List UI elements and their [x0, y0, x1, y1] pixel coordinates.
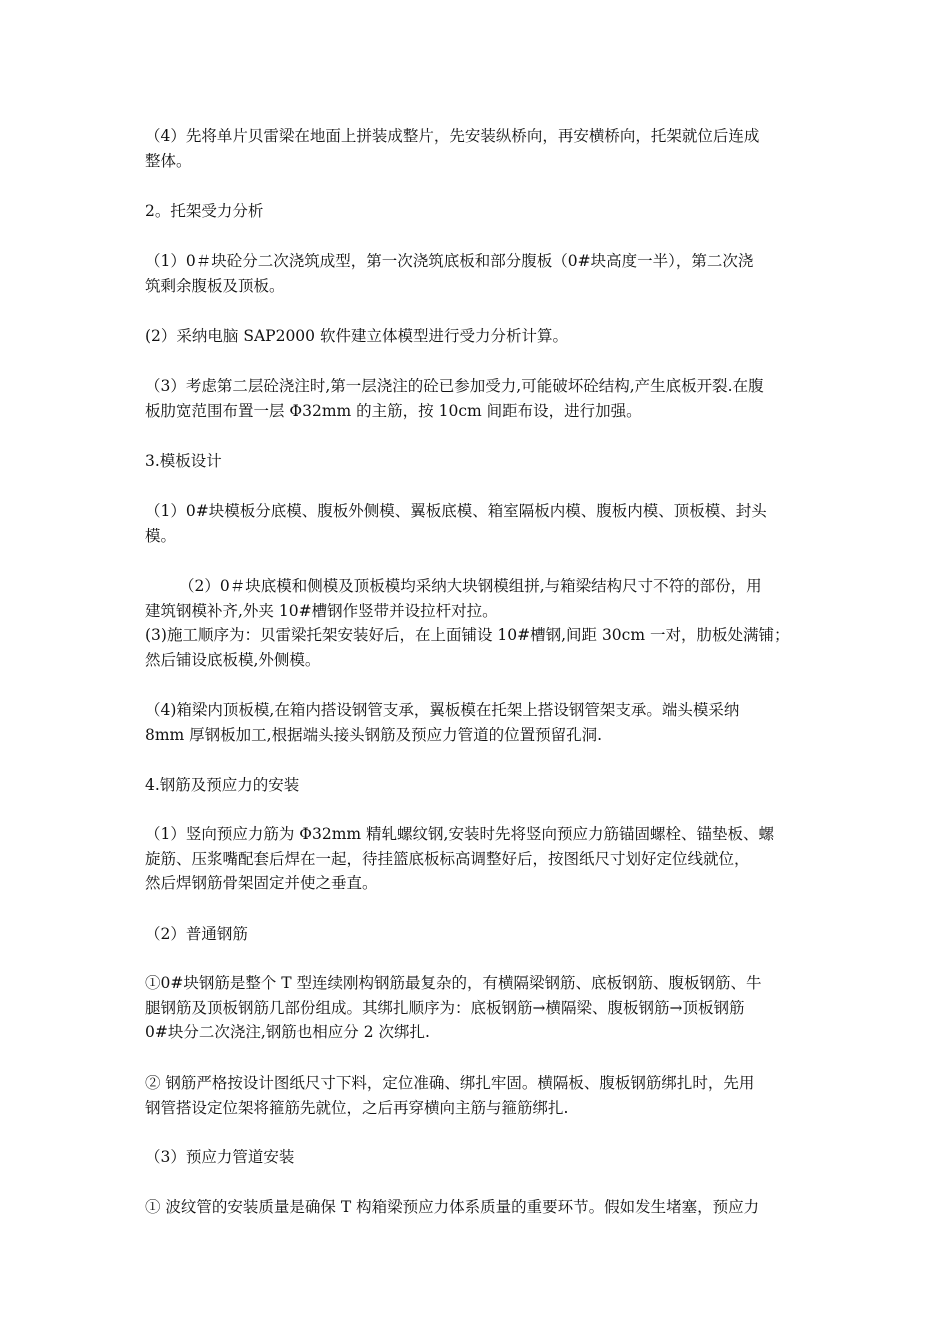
text-line: 板肋宽范围布置一层 Φ32mm 的主筋，按 10cm 间距布设，进行加强。	[145, 401, 642, 420]
text-line: 2。托架受力分析	[145, 202, 264, 220]
paragraph-rebar-composition	[145, 971, 813, 1045]
text-line: 整体。	[145, 151, 192, 170]
text-line: 8mm 厚钢板加工,根据端头接头钢筋及预应力管道的位置预留孔洞.	[145, 725, 603, 744]
text-line: ② 钢筋严格按设计图纸尺寸下料，定位准确、绑扎牢固。横隔板、腹板钢筋绑扎时，先用	[145, 1074, 755, 1092]
text-line: （1）0#块模板分底模、腹板外侧模、翼板底模、箱室隔板内模、腹板内模、顶板模、封头	[145, 502, 767, 520]
text-line: 旋筋、压浆嘴配套后焊在一起，待挂篮底板标高调整好后，按图纸尺寸划好定位线就位，	[145, 849, 750, 868]
paragraph-corrugated-pipe	[145, 1195, 813, 1220]
text-line: 4.钢筋及预应力的安装	[145, 776, 300, 794]
paragraph-construction-sequence	[145, 623, 813, 672]
paragraph-inner-roof-formwork	[145, 698, 813, 747]
text-line: 3.模板设计	[145, 452, 222, 470]
text-line: 然后焊钢筋骨架固定并使之垂直。	[145, 874, 378, 892]
text-line: （3）考虑第二层砼浇注时,第一层浇注的砼已参加受力,可能破坏砼结构,产生底板开裂.在腹	[145, 377, 764, 395]
text-line: 0#块分二次浇注,钢筋也相应分 2 次绑扎.	[145, 1023, 430, 1041]
text-line: (2）采纳电脑 SAP2000 软件建立体模型进行受力分析计算。	[145, 327, 568, 345]
text-line: （2）0＃块底模和侧模及顶板模均采纳大块钢模组拼,与箱梁结构尺寸不符的部份，用	[179, 577, 762, 595]
heading-formwork-design	[145, 449, 813, 474]
text-line: （4)箱梁内顶板模,在箱内搭设钢管支承，翼板模在托架上搭设钢管架支承。端头模采纳	[145, 701, 740, 719]
text-line: （1）竖向预应力筋为 Φ32mm 精轧螺纹钢,安装时先将竖向预应力筋锚固螺栓、锚垫板、螺	[145, 825, 774, 843]
paragraph-steel-formwork	[145, 574, 813, 623]
text-line: 模。	[145, 526, 177, 545]
text-line: 然后铺设底板模,外侧模。	[145, 650, 321, 669]
text-line: （1）0＃块砼分二次浇筑成型，第一次浇筑底板和部分腹板（0#块高度一半），第二次浇	[145, 252, 754, 270]
heading-bracket-analysis	[145, 199, 813, 224]
heading-duct-installation	[145, 1145, 813, 1170]
text-line: 筑剩余腹板及顶板。	[145, 276, 285, 295]
text-line: ①0#块钢筋是整个 T 型连续刚构钢筋最复杂的，有横隔梁钢筋、底板钢筋、腹板钢筋、牛	[145, 974, 762, 992]
paragraph-bailey-beam-assembly	[145, 124, 813, 173]
paragraph-rebar-cutting	[145, 1071, 813, 1120]
heading-rebar-prestress	[145, 773, 813, 798]
paragraph-pouring-stages	[145, 249, 813, 298]
paragraph-formwork-types	[145, 499, 813, 548]
text-line: （2）普通钢筋	[145, 925, 248, 943]
text-line: 钢管搭设定位架将箍筋先就位，之后再穿横向主筋与箍筋绑扎.	[145, 1098, 569, 1117]
heading-ordinary-rebar	[145, 922, 813, 947]
text-line: 腿钢筋及顶板钢筋几部份组成。其绑扎顺序为：底板钢筋→横隔梁、腹板钢筋→顶板钢筋	[145, 998, 745, 1017]
text-line: （4）先将单片贝雷梁在地面上拼装成整片，先安装纵桥向，再安横桥向，托架就位后连成	[145, 127, 760, 145]
paragraph-second-layer-pour	[145, 374, 813, 423]
text-line: 建筑钢模补齐,外夹 10#槽钢作竖带并设拉杆对拉。	[145, 601, 498, 620]
text-line: （3）预应力管道安装	[145, 1148, 295, 1166]
paragraph-sap2000-analysis	[145, 324, 813, 349]
paragraph-vertical-prestress	[145, 822, 813, 896]
text-line: (3)施工顺序为：贝雷梁托架安装好后，在上面铺设 10#槽钢,间距 30cm 一对，肋板处满铺；	[145, 626, 790, 644]
text-line: ① 波纹管的安装质量是确保 T 构箱梁预应力体系质量的重要环节。假如发生堵塞，预应力	[145, 1198, 760, 1216]
